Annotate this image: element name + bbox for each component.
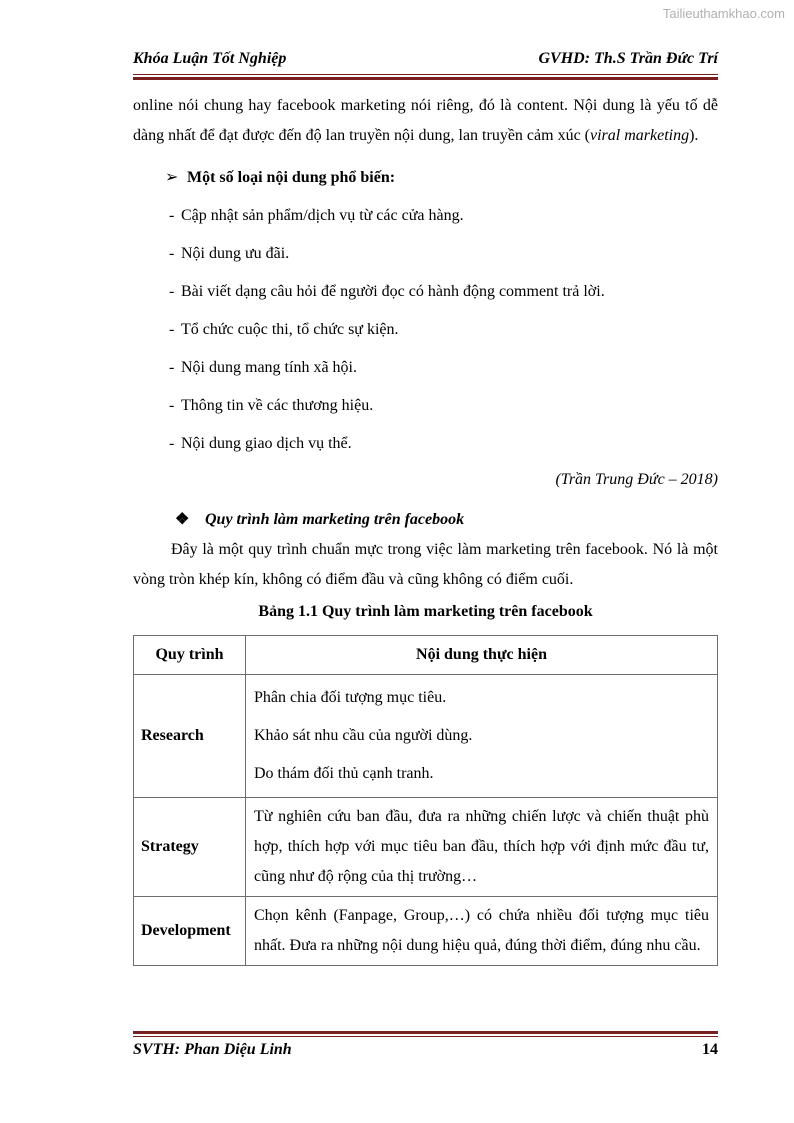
diamond-bullet-icon: ❖ [175,511,190,528]
list-item: - Nội dung ưu đãi. [133,235,718,273]
intro-paragraph [133,91,718,151]
page-content [133,91,718,966]
table-row [134,897,718,966]
description-line: Do thám đối thủ cạnh tranh. [254,765,434,782]
column-header: Quy trình [134,636,246,675]
intro-italic-term: viral marketing [590,127,690,144]
dash-bullet: - [169,283,175,300]
table-row [134,798,718,897]
dash-bullet: - [169,321,175,338]
description-cell [246,897,718,966]
list-item: - Thông tin về các thương hiệu. [133,387,718,425]
footer-student-name: SVTH: Phan Diệu Linh [133,1041,292,1058]
list-item: - Nội dung giao dịch vụ thể. [133,425,718,463]
intro-text: online nói chung hay facebook marketing nói riêng, đó là content. Nội dung là yếu tố dễ dàng nhất để đạt được đến độ lan truyền nội dung, lan truyền cảm xúc ( [133,97,718,144]
table-header-row [134,636,718,675]
header-thesis-title: Khóa Luận Tốt Nghiệp [133,50,287,67]
dash-bullet: - [169,245,175,262]
dash-bullet: - [169,397,175,414]
list-item: - Bài viết dạng câu hỏi để người đọc có hành động comment trả lời. [133,273,718,311]
header-advisor: GVHD: Th.S Trần Đức Trí [538,50,718,67]
step-cell: Strategy [134,798,246,897]
section-heading-content-types [165,163,718,193]
arrow-bullet-icon: ➢ [165,169,179,186]
step-cell: Development [134,897,246,966]
list-item: - Nội dung mang tính xã hội. [133,349,718,387]
section-title: Quy trình làm marketing trên facebook [205,511,465,528]
dash-bullet: - [169,359,175,376]
description-text: Chọn kênh (Fanpage, Group,…) có chứa nhiều đối tượng mục tiêu nhất. Đưa ra những nội dung hiệu quả, đúng thời điểm, đúng nhu cầu. [254,907,709,954]
page-footer [133,1041,718,1059]
description-line: Phân chia đối tượng mục tiêu. [254,689,447,706]
content-types-list [133,197,718,463]
description-text: Từ nghiên cứu ban đầu, đưa ra những chiến lược và chiến thuật phù hợp, thích hợp với mục tiêu ban đầu, thích hợp với định mức đầu tư, cũng như độ rộng của thị trường… [254,808,709,885]
citation: (Trần Trung Đức – 2018) [555,471,718,488]
description-cell [246,675,718,798]
process-table [133,635,718,966]
list-item: - Tổ chức cuộc thi, tổ chức sự kiện. [133,311,718,349]
column-header: Nội dung thực hiện [246,636,718,675]
process-paragraph: Đây là một quy trình chuẩn mực trong việc làm marketing trên facebook. Nó là một vòng tròn khép kín, không có điểm đầu và cũng không có điểm cuối. [133,541,718,588]
step-cell: Research [134,675,246,798]
intro-end: ). [689,127,699,144]
dash-bullet: - [169,435,175,452]
page-number: 14 [702,1041,718,1058]
dash-bullet: - [169,207,175,224]
table-caption: Bảng 1.1 Quy trình làm marketing trên facebook [258,603,593,620]
footer-rule [133,1031,718,1037]
page-header [133,50,718,68]
description-cell [246,798,718,897]
section-title: Một số loại nội dung phổ biến: [187,169,396,186]
list-item: - Cập nhật sản phẩm/dịch vụ từ các cửa hàng. [133,197,718,235]
description-line: Khảo sát nhu cầu của người dùng. [254,727,473,744]
header-rule [133,74,718,80]
watermark: Tailieuthamkhao.com [662,6,785,21]
section-heading-process [175,505,718,535]
table-row [134,675,718,798]
